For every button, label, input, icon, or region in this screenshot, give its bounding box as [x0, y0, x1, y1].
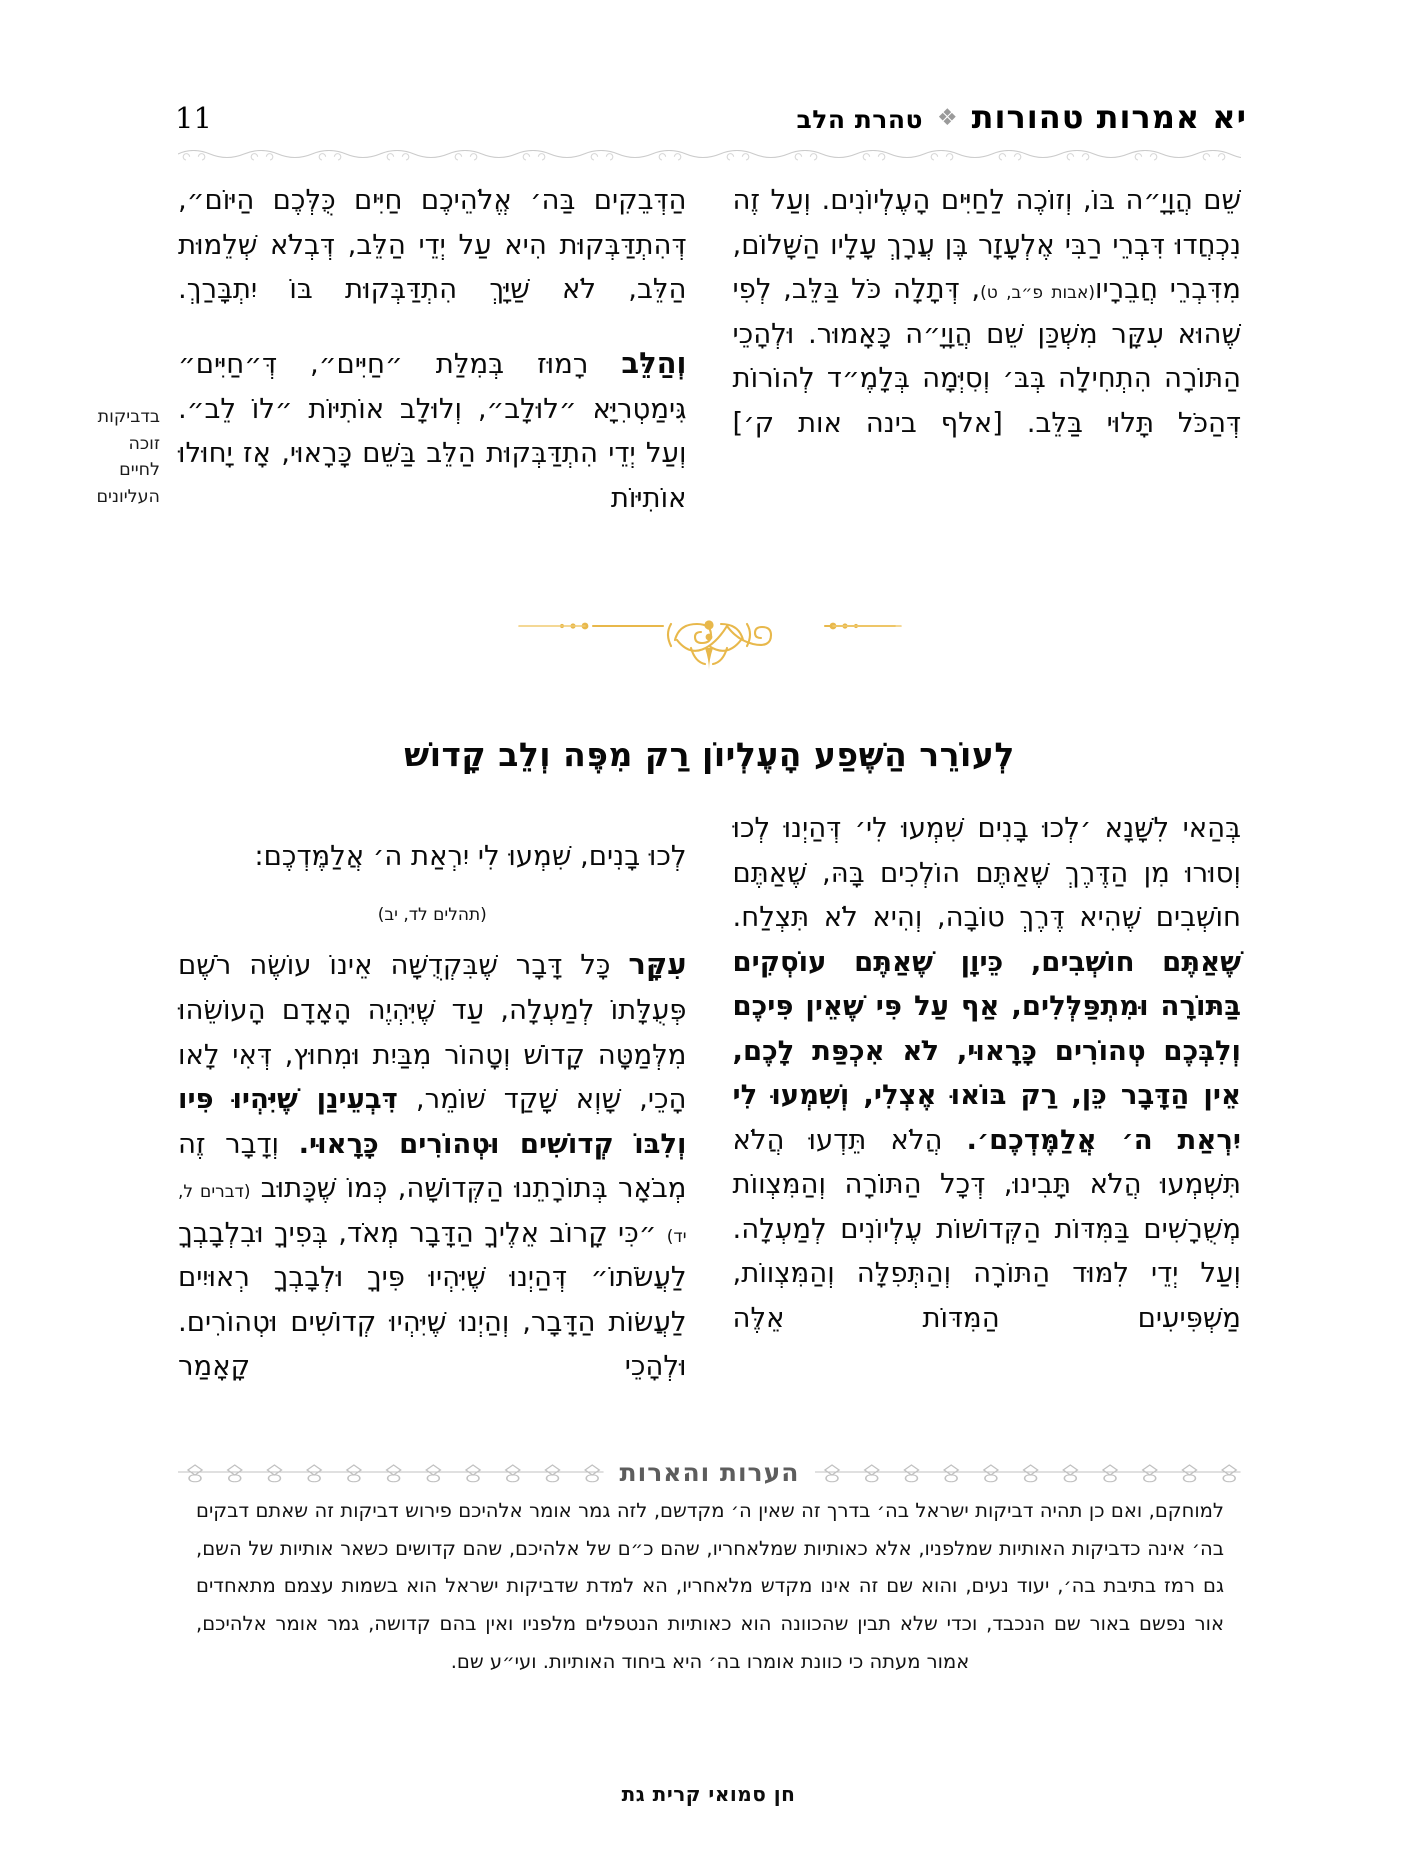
side-gloss-line-2: זוכה	[128, 433, 160, 454]
top-column-left	[733, 178, 1242, 520]
p3-text-a: שֵׁם הֲוָיָ״ה בּוֹ, וְזוֹכֶה לַחַיִּים הָעֶלְיוֹנִים. וְעַל זֶה נִכְחֲדוּ דִּבְרֵי רַבִּי אֶלְעָזָר בֶּן עֲרָךְ עָלָיו הַשָּׁלוֹם, מִדִּבְרֵי חֲבֵרָיו	[732, 184, 1241, 306]
page-header	[175, 98, 1247, 146]
verse-citation: (תהלים לד, יב)	[377, 905, 487, 925]
paragraph-p3	[733, 178, 1242, 445]
p4-text-a: כָּל דָּבָר שֶׁבִּקְדֻשָּׁה אֵינוֹ עוֹשֶׂה רֹשֶׁם פְּעֻלָּתוֹ לְמַעְלָה, עַד שֶׁיִּהְיֶה הָאָדָם הָעוֹשֵׂהוּ מִלְּמַטָּה קָדוֹשׁ וְטָהוֹר מִבַּיִת וּמִחוּץ, דְּאִי לָאו הָכֵי, שָׁוְא שָׁקַד שׁוֹמֵר,	[178, 949, 687, 1116]
top-text-block	[178, 178, 1241, 520]
page-footer: חן סמואי קרית גת	[621, 1782, 796, 1806]
paragraph-p2	[178, 340, 687, 521]
notes-title: הערות והארות	[619, 1457, 800, 1487]
p3-text-b: , דְּתָלָה כֹּל בַּלֵּב, לְפִי שֶׁהוּא עִקָּר מִשְׁכַּן שֵׁם הֲוָיָ״ה כָּאָמוּר. וּלְהָכֵי הַתּוֹרָה הִתְחִילָה בְּבּ׳ וְסִיְּמָה בְּלָמֶ״ד לְהוֹרוֹת דְּהַכֹּל תָּלוּי בַּלֵּב. [אלף בינה אות ק׳]	[732, 273, 1241, 439]
notes-ornament-left-icon	[178, 1461, 604, 1483]
p5-text-a: בְּהַאי לִשָּׁנָא ׳לְכוּ בָנִים שִׁמְעוּ לִי׳ דְּהַיְנוּ לְכוּ וְסוּרוּ מִן הַדֶּרֶךְ שֶׁאַתֶּם הוֹלְכִים בָּהּ, שֶׁאַתֶּם חוֹשְׁבִים שֶׁהִיא דֶּרֶךְ טוֹבָה, וְהִיא לֹא תִּצְלַח.	[732, 812, 1241, 934]
paragraph-p5	[733, 806, 1242, 1341]
section-heading: לְעוֹרֵר הַשֶּׁפַע הָעֶלְיוֹן רַק מִפֶּה וְלֵב קָדוֹשׁ	[404, 735, 1015, 774]
notes-body-text: למוחקם, ואם כן תהיה דביקות ישראל בה׳ בדרך זה שאין ה׳ מקדשם, לזה גמר אומר אלהיכם פירוש דביקות זה שאתם דבקים בה׳ אינה כדביקות האותיות שמלפניו, אלא כאותיות שמלאחריו, שהם כ״ם של אלהיכם, שהם קדושים כשאר אותיות של השם, גם רמז בתיבת בה׳, יעוד נעים, והוא שם זה אינו מקדש מלאחריו, הא למדת שדביקות ישראל הוא בשמות עצמם מתאחדים אור נפשם באור שם הנכבד, וכדי שלא תבין שהכוונה הוא כאותיות הנטפלים מלפניו ואין בהם קדושה, גמר אומר אלהיכם, אמור מעתה כי כוונת אומרו בה׳ היא ביחוד האותיות. ועי״ע שם.	[196, 1499, 1224, 1673]
p5-bold-run: שֶׁאַתֶּם חוֹשְׁבִים, כֵּיוָן שֶׁאַתֶּם עוֹסְקִים בַּתּוֹרָה וּמִתְפַּלְּלִים, אַף עַל פִּי שֶׁאֵין פִּיכֶם וְלִבְּכֶם טְהוֹרִים כָּרָאוּי, לֹא אִכְפַּת לָכֶם, אֵין הַדָּבָר כֵּן, רַק בּוֹאוּ אֶצְלִי, וְשִׁמְעוּ לִי יִרְאַת ה׳ אֲלַמֶּדְכֶם׳.	[732, 945, 1241, 1156]
second-column-left	[733, 806, 1242, 1389]
side-gloss-line-1: בדביקות	[97, 407, 160, 427]
scripture-verse: לְכוּ בָנִים, שִׁמְעוּ לִי יִרְאַת ה׳ אֲלַמֶּדְכֶם:	[254, 839, 687, 872]
notes-section-header	[178, 1452, 1241, 1492]
paragraph-p4	[178, 941, 687, 1389]
page-number: 11	[175, 101, 212, 135]
second-column-right	[178, 806, 687, 1389]
paragraph-p1	[178, 178, 687, 312]
second-text-block	[178, 806, 1241, 1389]
p4-bold-run: דִּבְעֵינַן שֶׁיִּהְיוּ פִּיו וְלִבּוֹ קְדוֹשִׁים וּטְהוֹרִים כָּרָאוּי.	[178, 1083, 687, 1160]
notes-ornament-right-icon	[815, 1461, 1241, 1483]
side-gloss-line-3: לחיים	[119, 460, 160, 481]
second-columns	[178, 806, 1241, 1389]
p2-text: רָמוּז בְּמִלַּת ״חַיִּים״, דְּ״חַיִּים״ גִּימַטְרִיָּא ״לוּלָב״, וְלוּלָב אוֹתִיּוֹת ״לוֹ לֵב״. וְעַל יְדֵי הִתְדַּבְּקוּת הַלֵּב בַּשֵּׁם כָּרָאוּי, אָז יָחוּלוּ אוֹתִיּוֹת	[178, 347, 687, 514]
p4-text-c: ״כִּי קָרוֹב אֵלֶיךָ הַדָּבָר מְאֹד, בְּפִיךָ וּבִלְבָבְךָ לַעֲשֹׂתוֹ״ דְּהַיְנוּ שֶׁיִּהְיוּ פִּיךָ וּלְבָבְךָ רְאוּיִים לַעֲשׂוֹת הַדָּבָר, וְהַיְנוּ שֶׁיִּהְיוּ קְדוֹשִׁים וּטְהוֹרִים. וּלְהָכֵי קָאָמַר	[178, 1216, 687, 1383]
top-scroll-rule-icon	[178, 150, 1241, 164]
side-gloss-note	[52, 404, 160, 510]
diamond-ornament-icon: ❖	[937, 105, 958, 131]
side-gloss-line-4: העליונים	[96, 486, 160, 507]
p5-text-b: הֲלֹא תֵּדְעוּ הֲלֹא תִּשְׁמְעוּ הֲלֹא תָּבִינוּ, דְּכָל הַתּוֹרָה וְהַמִּצְווֹת מְשֻׁרָשִׁים בַּמִּדּוֹת הַקְּדוֹשׁוֹת עֶלְיוֹנִים לְמַעְלָה. וְעַל יְדֵי לִמּוּד הַתּוֹרָה וְהַתְּפִלָּה וְהַמִּצְווֹת, מַשְׁפִּיעִים הַמִּדּוֹת אֵלֶּה	[732, 1123, 1241, 1335]
gold-flourish-divider	[0, 608, 1417, 672]
p4-source-ref: (דברים ל, יד)	[178, 1182, 687, 1247]
top-column-right	[178, 178, 687, 520]
p4-text-b: וְדָבָר זֶה מְבֹאָר בְּתוֹרָתֵנוּ הַקְּדוֹשָׁה, כְּמוֹ שֶׁכָּתוּב	[178, 1127, 687, 1205]
flourish-icon	[489, 610, 929, 670]
running-head	[796, 98, 1247, 136]
running-head-sub: טהרת הלב	[796, 105, 923, 134]
p1-text: הַדְּבֵקִים בַּה׳ אֱלֹהֵיכֶם חַיִּים כֻּלְּכֶם הַיּוֹם״, דְּהִתְדַּבְּקוּת הִיא עַל יְדֵי הַלֵּב, דְּבְלֹא שְׁלֵמוּת הַלֵּב, לֹא שַׁיָּךְ הִתְדַּבְּקוּת בּוֹ יִתְבָּרַךְ.	[178, 184, 687, 306]
p3-source-ref: (אבות פ״ב, ט)	[980, 283, 1095, 304]
p2-opening-word: וְהַלֵּב	[621, 345, 687, 380]
running-head-main: יא אמרות טהורות	[971, 98, 1247, 136]
p4-opening-word: עִקָּר	[628, 947, 687, 981]
top-columns	[178, 178, 1241, 520]
